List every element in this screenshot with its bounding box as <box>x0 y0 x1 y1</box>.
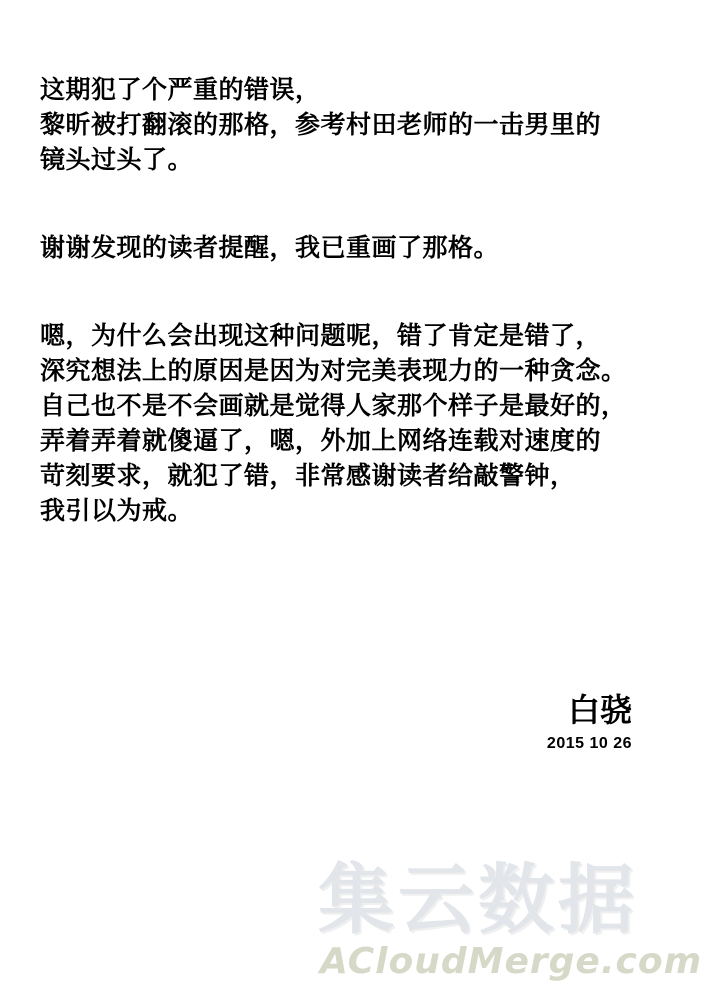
watermark <box>318 855 703 983</box>
text-line: 黎昕被打翻滚的那格，参考村田老师的一击男里的 <box>40 110 602 139</box>
watermark-chinese-text: 集云数据 <box>318 855 638 944</box>
watermark-english-text: ACloudMerge.com <box>320 941 703 982</box>
notice-paragraph <box>40 318 680 528</box>
text-line: 这期犯了个严重的错误， <box>40 75 321 104</box>
text-line: 深究想法上的原因是因为对完美表现力的一种贪念。 <box>40 356 627 385</box>
signature-name: 白骁 <box>567 691 632 729</box>
notice-body <box>40 72 680 581</box>
signature-date: 2015 10 26 <box>546 735 632 752</box>
text-line: 镜头过头了。 <box>40 145 194 174</box>
text-line: 嗯，为什么会出现这种问题呢，错了肯定是错了， <box>40 321 602 350</box>
text-line: 我引以为戒。 <box>40 496 194 525</box>
signature-block <box>568 690 632 730</box>
text-line: 谢谢发现的读者提醒，我已重画了那格。 <box>40 233 500 262</box>
notice-paragraph <box>40 230 680 265</box>
text-line: 弄着弄着就傻逼了，嗯，外加上网络连载对速度的 <box>40 426 602 455</box>
text-line: 自己也不是不会画就是觉得人家那个样子是最好的， <box>40 391 627 420</box>
notice-paragraph <box>40 72 680 177</box>
text-line: 苛刻要求，就犯了错，非常感谢读者给敲警钟， <box>40 461 576 490</box>
